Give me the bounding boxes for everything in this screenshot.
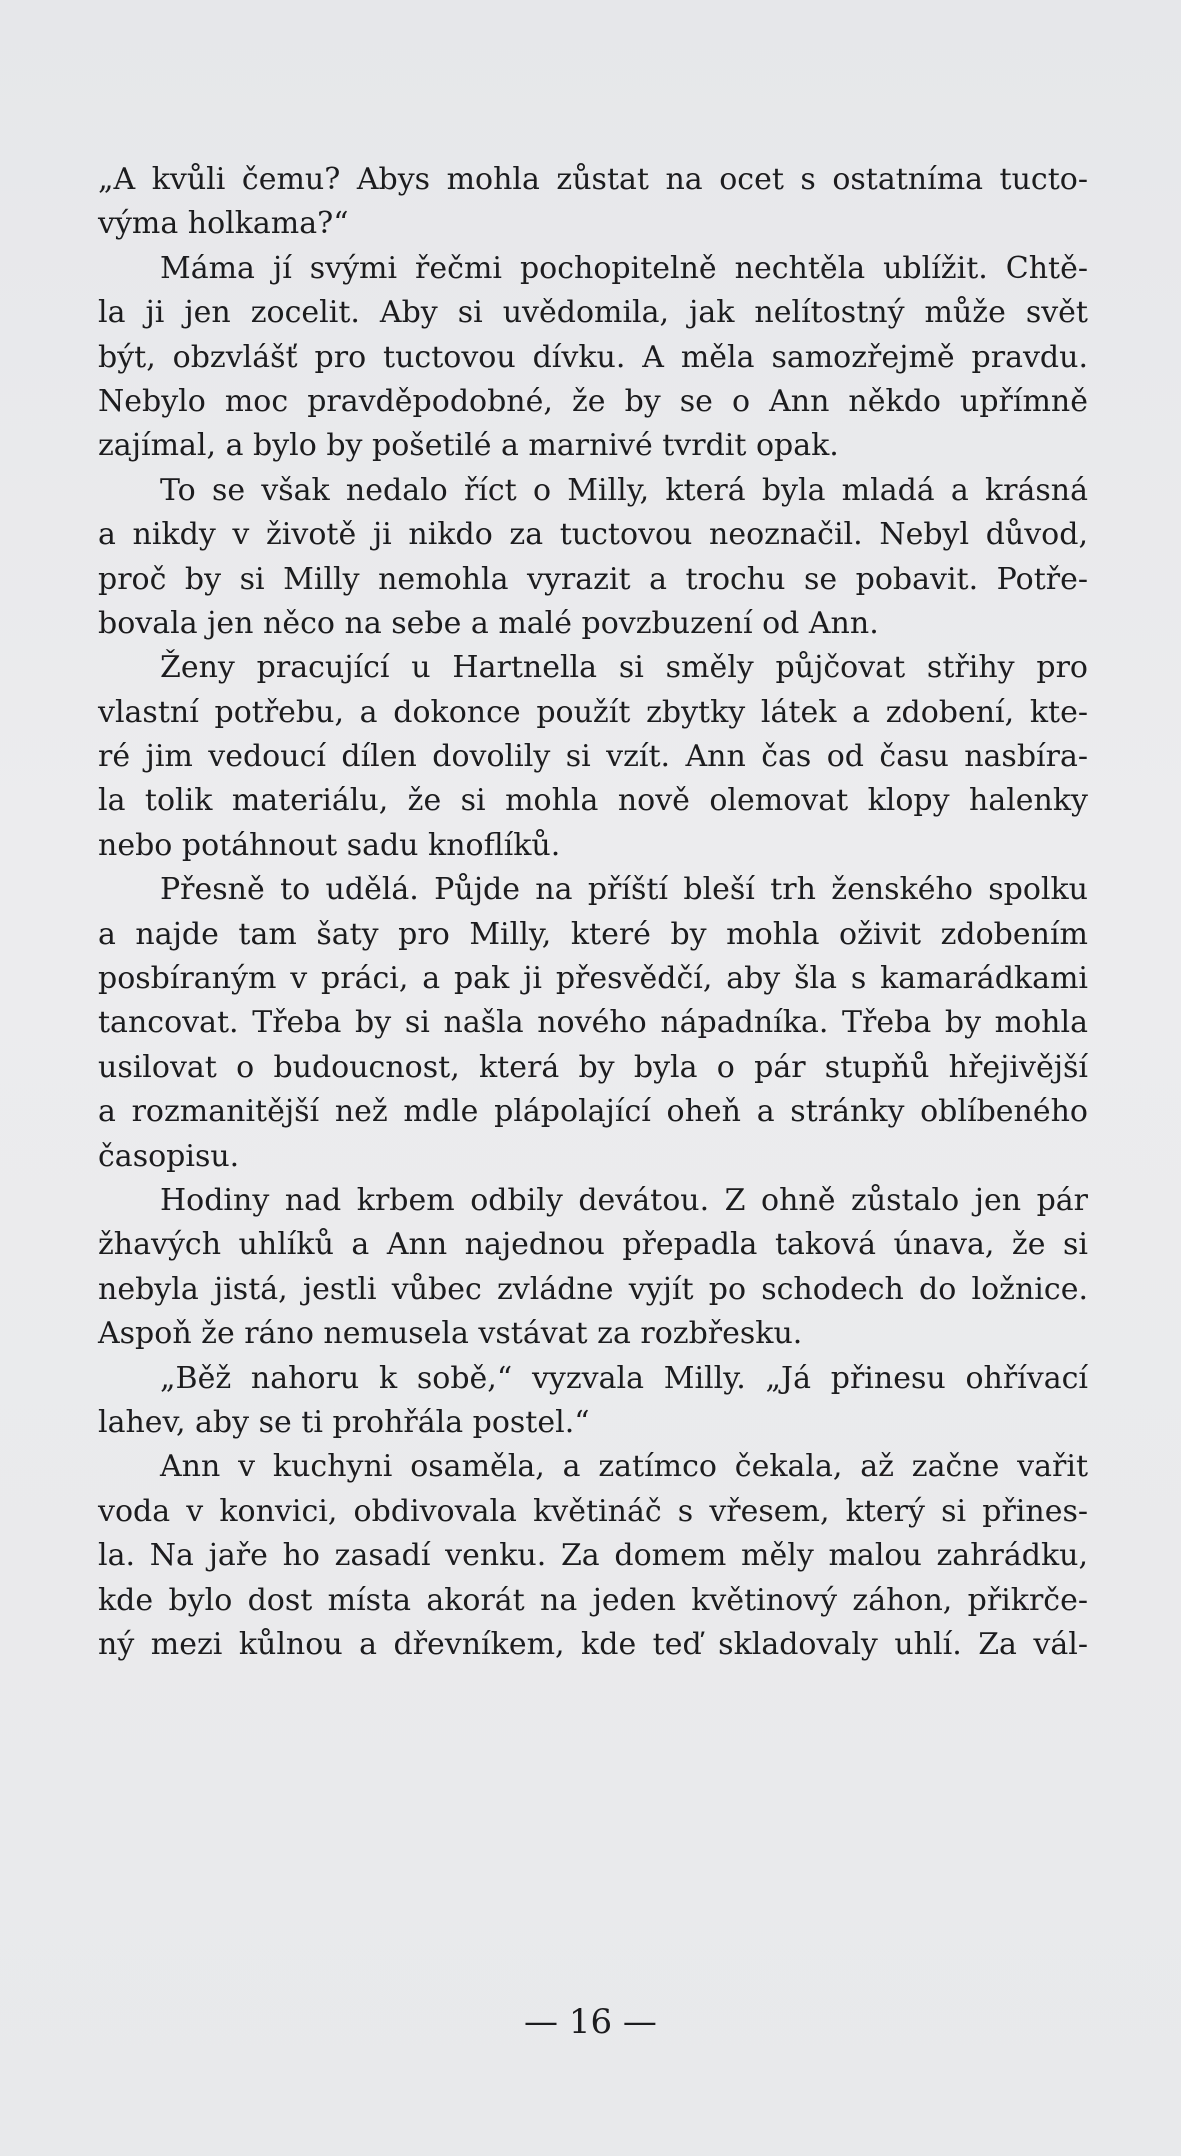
text-line: a nikdy v životě ji nikdo za tuctovou neoznačil. Nebyl důvod, bbox=[98, 517, 1088, 553]
text-line: Aspoň že ráno nemusela vstávat za rozbřesku. bbox=[98, 1316, 803, 1352]
text-line: a rozmanitější než mdle plápolající oheň a stránky oblíbeného bbox=[98, 1094, 1088, 1130]
text-line: la ji jen zocelit. Aby si uvědomila, jak nelítostný může svět bbox=[98, 295, 1088, 331]
body-text bbox=[98, 158, 1088, 1667]
text-line: kde bylo dost místa akorát na jeden květinový záhon, přikrče- bbox=[98, 1582, 1088, 1618]
text-line: la tolik materiálu, že si mohla nově olemovat klopy halenky bbox=[98, 783, 1088, 819]
text-line: usilovat o budoucnost, která by byla o pár stupňů hřejivější bbox=[98, 1049, 1088, 1085]
text-line: být, obzvlášť pro tuctovou dívku. A měla samozřejmě pravdu. bbox=[98, 339, 1088, 375]
text-line: lahev, aby se ti prohřála postel.“ bbox=[98, 1404, 590, 1440]
text-line: bovala jen něco na sebe a malé povzbuzení od Ann. bbox=[98, 605, 879, 641]
text-line: voda v konvici, obdivovala květináč s vřesem, který si přines- bbox=[98, 1493, 1088, 1529]
text-line: la. Na jaře ho zasadí venku. Za domem měly malou zahrádku, bbox=[98, 1538, 1088, 1574]
text-line: posbíraným v práci, a pak ji přesvědčí, aby šla s kamarádkami bbox=[98, 961, 1088, 997]
text-line: „A kvůli čemu? Abys mohla zůstat na ocet s ostatníma tucto- bbox=[98, 162, 1088, 197]
text-line: Přesně to udělá. Půjde na příští bleší trh ženského spolku bbox=[160, 872, 1088, 908]
text-line: výma holkama?“ bbox=[98, 206, 349, 242]
text-line: tancovat. Třeba by si našla nového nápadníka. Třeba by mohla bbox=[98, 1005, 1088, 1041]
text-line: nebyla jistá, jestli vůbec zvládne vyjít po schodech do ložnice. bbox=[98, 1271, 1088, 1307]
text-line: vlastní potřebu, a dokonce použít zbytky látek a zdobení, kte- bbox=[98, 694, 1088, 730]
text-line: ré jim vedoucí dílen dovolily si vzít. Ann čas od času nasbíra- bbox=[98, 739, 1088, 775]
text-line: Máma jí svými řečmi pochopitelně nechtěla ublížit. Chtě- bbox=[160, 250, 1088, 286]
text-line: Nebylo moc pravděpodobné, že by se o Ann někdo upřímně bbox=[98, 383, 1088, 419]
page-number: — 16 — bbox=[524, 2002, 657, 2042]
text-line: a najde tam šaty pro Milly, které by mohla oživit zdobením bbox=[98, 916, 1088, 952]
text-line: „Běž nahoru k sobě,“ vyzvala Milly. „Já přinesu ohřívací bbox=[160, 1360, 1088, 1396]
text-line: časopisu. bbox=[98, 1138, 240, 1174]
text-line: žhavých uhlíků a Ann najednou přepadla taková únava, že si bbox=[98, 1227, 1088, 1263]
text-line: nebo potáhnout sadu knoflíků. bbox=[98, 827, 561, 863]
text-line: Ženy pracující u Hartnella si směly půjčovat střihy pro bbox=[160, 650, 1088, 686]
text-line: Hodiny nad krbem odbily devátou. Z ohně zůstalo jen pár bbox=[160, 1182, 1088, 1218]
text-line: zajímal, a bylo by pošetilé a marnivé tvrdit opak. bbox=[98, 428, 839, 464]
text-line: proč by si Milly nemohla vyrazit a trochu se pobavit. Potře- bbox=[98, 561, 1088, 597]
text-line: ný mezi kůlnou a dřevníkem, kde teď skladovaly uhlí. Za vál- bbox=[98, 1626, 1088, 1662]
text-line: To se však nedalo říct o Milly, která byla mladá a krásná bbox=[160, 472, 1088, 508]
text-line: Ann v kuchyni osaměla, a zatímco čekala, až začne vařit bbox=[160, 1449, 1088, 1485]
